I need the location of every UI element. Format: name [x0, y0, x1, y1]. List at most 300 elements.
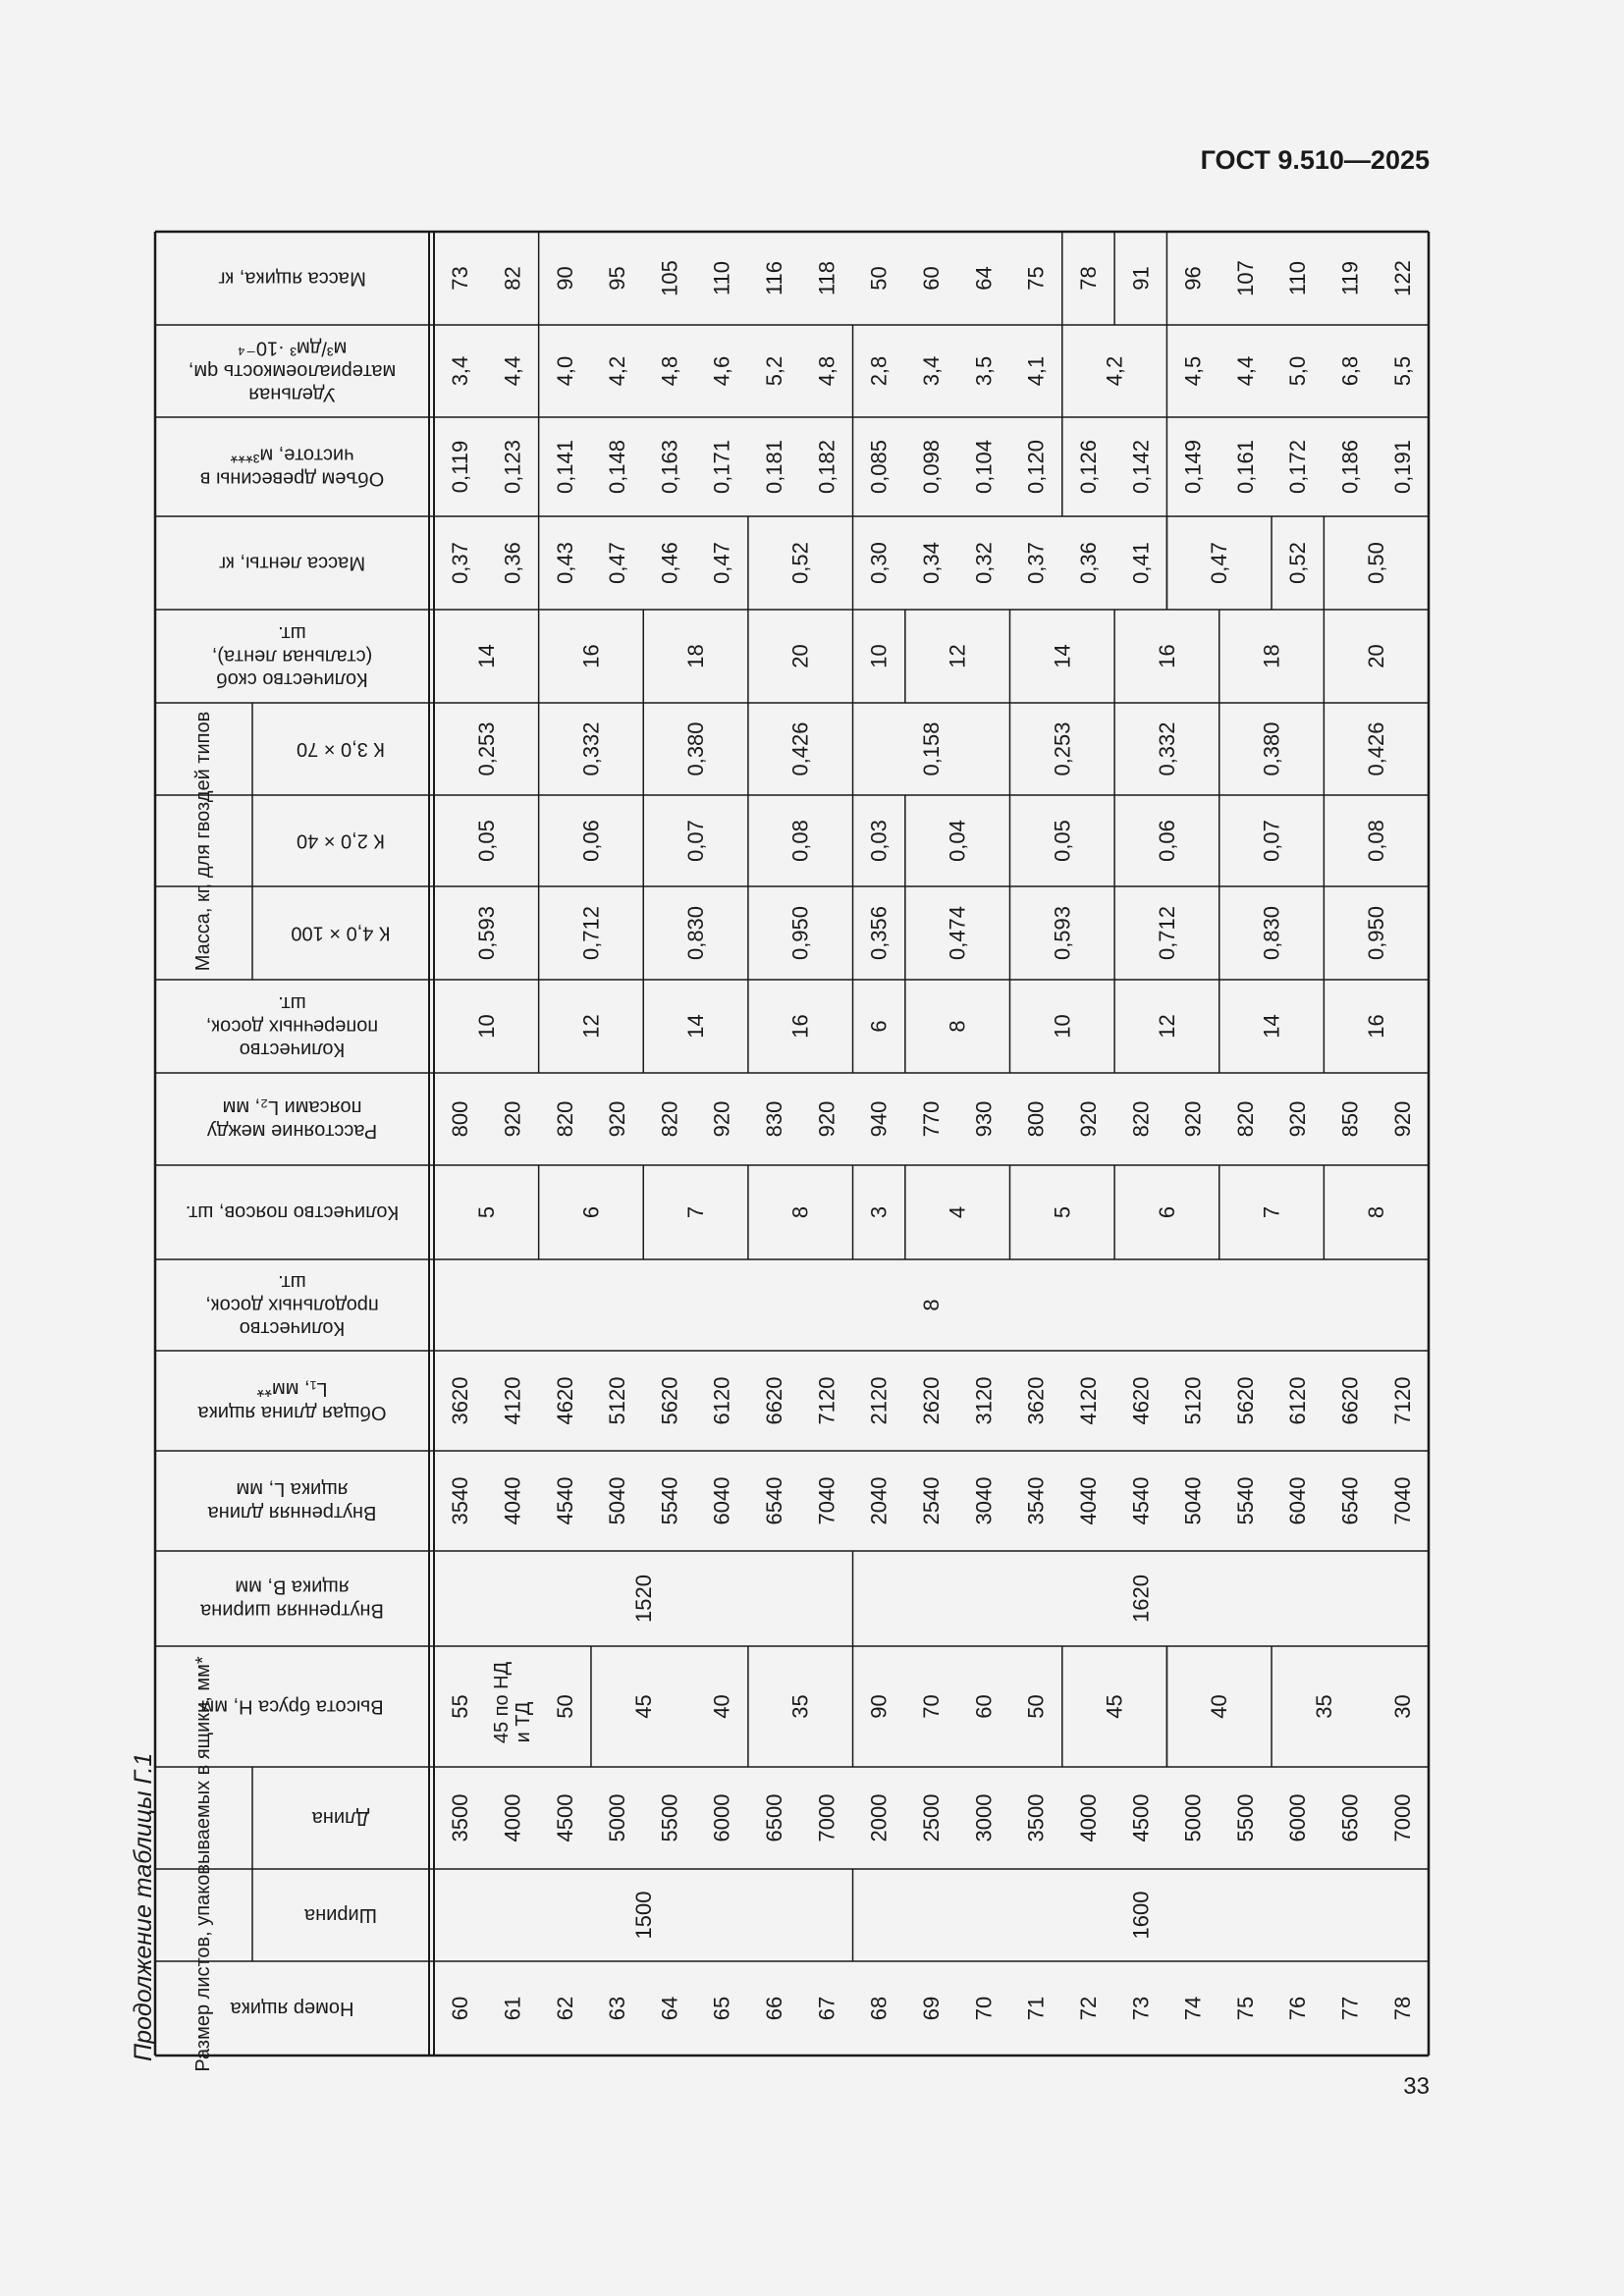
cell-inner-length: 4040: [500, 1476, 525, 1525]
cell-inner-length: 4540: [552, 1476, 577, 1525]
merged-cell-tape-mass: 0,50: [1364, 542, 1389, 584]
cell-inner-length: 4040: [1075, 1476, 1101, 1525]
cell-belt-distance: 800: [448, 1100, 473, 1138]
cell-inner-length: 5540: [657, 1476, 682, 1525]
cell-wood-volume: 0,085: [866, 439, 892, 495]
merged-cell-long-boards: 8: [919, 1299, 944, 1311]
cell-belt-distance: 830: [762, 1100, 787, 1138]
header-box-no: [230, 1998, 354, 2019]
cell-tape-mass: 0,36: [1075, 542, 1101, 584]
merged-cell-staples: 10: [866, 644, 892, 668]
header-belt-distance-line: поясами L₂, мм: [222, 1096, 362, 1119]
header-sheet-width-line: Ширина: [304, 1904, 377, 1926]
header-sheet-width: [303, 1904, 377, 1926]
merged-cell-cross-boards: 8: [945, 1020, 970, 1033]
header-tape-mass: [219, 553, 365, 574]
merged-cell-belts: 4: [945, 1205, 970, 1219]
cell-beam-height: 50: [552, 1694, 577, 1719]
merged-cell-nail-k4: 0,593: [1050, 905, 1075, 961]
cell-box-mass: 64: [971, 266, 997, 291]
merged-cell-sheet-width: 1500: [630, 1891, 656, 1940]
header-beam-height: [200, 1696, 383, 1718]
cell-belt-distance: 820: [552, 1100, 577, 1138]
cell-tape-mass: 0,47: [605, 542, 630, 584]
merged-cell-nail-k4: 0,830: [683, 905, 709, 961]
cell-specific: 5,5: [1389, 355, 1415, 387]
cell-box-no: 60: [448, 1996, 473, 2021]
cell-belt-distance: 920: [1285, 1100, 1311, 1138]
cell-specific: 5,0: [1285, 355, 1311, 387]
cell-box-mass: 95: [605, 266, 630, 291]
cell-specific: 3,4: [919, 355, 944, 387]
cell-specific: 4,1: [1023, 355, 1049, 387]
cell-inner-length: 2540: [919, 1476, 944, 1525]
cell-box-mass: 90: [552, 266, 577, 291]
merged-cell-staples: 14: [473, 644, 499, 668]
header-belts-line: Количество поясов, шт.: [185, 1201, 400, 1223]
cell-belt-distance: 820: [657, 1100, 682, 1138]
cell-total-length: 3620: [1023, 1376, 1049, 1425]
cell-wood-volume: 0,171: [709, 439, 734, 495]
cell-specific: 4,5: [1180, 355, 1206, 387]
cell-specific: 4,6: [709, 355, 734, 387]
cell-box-no: 71: [1023, 1996, 1049, 2021]
cell-wood-volume: 0,186: [1337, 439, 1363, 495]
cell-wood-volume: 0,181: [762, 439, 787, 495]
header-box-no-line: Номер ящика: [230, 1998, 354, 2019]
cell-belt-distance: 920: [605, 1100, 630, 1138]
cell-belt-distance: 820: [1232, 1100, 1258, 1138]
merged-cell-nail-k2: 0,08: [787, 820, 813, 862]
header-staples-line: шт.: [278, 621, 306, 644]
cell-box-no: 73: [1128, 1996, 1154, 2021]
cell-total-length: 5120: [1180, 1376, 1206, 1425]
merged-cell-nail-k4: 0,712: [1154, 905, 1179, 961]
cell-belt-distance: 920: [1180, 1100, 1206, 1138]
merged-cell-nail-k4: 0,474: [945, 905, 970, 961]
cell-box-no: 72: [1075, 1996, 1101, 2021]
merged-cell-nail-k3: 0,158: [919, 721, 944, 776]
merged-cell-belts: 6: [1154, 1205, 1179, 1219]
cell-total-length: 4120: [1075, 1376, 1101, 1425]
cell-wood-volume: 0,098: [919, 439, 944, 495]
cell-box-mass: 110: [1285, 260, 1311, 296]
cell-box-mass: 50: [866, 266, 892, 291]
header-wood-volume: [200, 445, 385, 490]
merged-cell-belts: 3: [866, 1205, 892, 1219]
cell-specific: 6,8: [1337, 355, 1363, 387]
merged-cell-beam-height: 35: [1311, 1694, 1336, 1719]
merged-cell-staples: 18: [1259, 644, 1284, 668]
cell-box-mass: 82: [500, 266, 525, 291]
header-inner-length: [207, 1478, 377, 1523]
header-nail-k3: [297, 738, 385, 760]
cell-box-mass: 75: [1023, 266, 1049, 291]
cell-inner-length: 3540: [448, 1476, 473, 1525]
cell-tape-mass: 0,46: [657, 542, 682, 584]
merged-cell-nail-k2: 0,06: [578, 820, 604, 862]
header-nail-k2-line: К 2,0 × 40: [296, 829, 386, 852]
merged-cell-beam-height: 45: [1102, 1694, 1127, 1719]
cell-belt-distance: 820: [1128, 1100, 1154, 1138]
cell-total-length: 3620: [448, 1376, 473, 1425]
header-specific-line: материалоемкость qм,: [188, 360, 397, 382]
cell-wood-volume: 0,126: [1075, 439, 1101, 495]
merged-cell-beam-height: 45: [630, 1694, 656, 1719]
cell-specific: 4,4: [500, 355, 525, 387]
cell-wood-volume: 0,104: [971, 439, 997, 495]
cell-total-length: 7120: [1389, 1376, 1415, 1425]
cell-sheet-length: 5500: [1232, 1793, 1258, 1842]
cell-specific: 2,8: [866, 355, 892, 387]
merged-cell-cross-boards: 16: [787, 1014, 813, 1039]
cell-box-no: 61: [500, 1996, 525, 2021]
cell-belt-distance: 920: [1389, 1100, 1415, 1138]
cell-sheet-length: 6500: [762, 1793, 787, 1842]
cell-inner-length: 7040: [814, 1476, 839, 1525]
cell-total-length: 2620: [919, 1376, 944, 1425]
cell-total-length: 6620: [1337, 1376, 1363, 1425]
header-inner-width: [199, 1576, 384, 1622]
cell-box-mass: 110: [709, 260, 734, 296]
cell-beam-height: 50: [1023, 1694, 1049, 1719]
cell-specific: 4,8: [814, 355, 839, 387]
header-nail-k2: [297, 830, 385, 852]
cell-box-no: 75: [1232, 1996, 1258, 2021]
cell-wood-volume: 0,172: [1285, 439, 1311, 495]
cell-inner-length: 6540: [762, 1476, 787, 1525]
cell-belt-distance: 850: [1337, 1100, 1363, 1138]
merged-cell-cross-boards: 6: [866, 1020, 892, 1033]
merged-cell-nail-k3: 0,253: [473, 721, 499, 776]
cell-inner-length: 3040: [971, 1476, 997, 1525]
cell-box-no: 77: [1337, 1996, 1363, 2021]
merged-cell-beam-height: 35: [787, 1694, 813, 1719]
merged-cell-nail-k3: 0,426: [787, 721, 813, 776]
merged-cell-belts: 8: [1364, 1205, 1389, 1219]
cell-belt-distance: 920: [814, 1100, 839, 1138]
merged-cell-beam-height: 40: [1207, 1694, 1232, 1719]
cell-inner-length: 6040: [1285, 1476, 1311, 1525]
cell-total-length: 5620: [657, 1376, 682, 1425]
merged-cell-cross-boards: 16: [1364, 1014, 1389, 1039]
merged-cell-nail-k3: 0,380: [683, 721, 709, 776]
cell-belt-distance: 800: [1023, 1100, 1049, 1138]
cell-box-no: 76: [1285, 1996, 1311, 2021]
cell-box-no: 64: [657, 1996, 682, 2021]
cell-tape-mass: 0,32: [971, 542, 997, 584]
merged-cell-tape-mass: 0,52: [787, 542, 813, 584]
cell-box-no: 65: [709, 1996, 734, 2021]
merged-cell-staples: 14: [1050, 644, 1075, 668]
cell-wood-volume: 0,123: [500, 439, 525, 495]
merged-cell-inner-width: 1520: [630, 1575, 656, 1623]
cell-wood-volume: 0,191: [1389, 439, 1415, 495]
cell-wood-volume: 0,142: [1128, 439, 1154, 495]
header-staples-line: (стальная лента),: [211, 645, 373, 667]
header-tape-mass-line: Масса ленты, кг: [218, 552, 366, 574]
cell-sheet-length: 4500: [552, 1793, 577, 1842]
merged-cell-nail-k3: 0,332: [1154, 721, 1179, 776]
merged-cell-staples: 20: [1364, 644, 1389, 668]
merged-cell-nail-k2: 0,04: [945, 820, 970, 862]
cell-inner-length: 5540: [1232, 1476, 1258, 1525]
cell-box-mass: 60: [919, 266, 944, 291]
cell-box-mass: 78: [1075, 266, 1101, 291]
cell-beam-height: 55: [448, 1694, 473, 1719]
cell-belt-distance: 940: [866, 1100, 892, 1138]
cell-wood-volume: 0,148: [605, 439, 630, 495]
header-long-boards-line: шт.: [278, 1270, 306, 1293]
merged-cell-nail-k3: 0,426: [1364, 721, 1389, 776]
header-wood-volume-line: чистоте, м³***: [230, 444, 354, 466]
cell-total-length: 6120: [709, 1376, 734, 1425]
header-belt-distance-line: Расстояние между: [206, 1119, 378, 1142]
header-staples-line: Количество скоб: [216, 668, 368, 691]
merged-cell-cross-boards: 10: [473, 1014, 499, 1039]
cell-tape-mass: 0,47: [709, 542, 734, 584]
cell-inner-length: 6540: [1337, 1476, 1363, 1525]
cell-total-length: 6120: [1285, 1376, 1311, 1425]
cell-box-no: 68: [866, 1996, 892, 2021]
merged-cell-nail-k3: 0,332: [578, 721, 604, 776]
merged-cell-nail-k2: 0,07: [683, 820, 709, 862]
cell-sheet-length: 2500: [919, 1793, 944, 1842]
cell-sheet-length: 4000: [500, 1793, 525, 1842]
cell-beam-height: и ТД: [512, 1701, 534, 1743]
merged-cell-nail-k2: 0,05: [1050, 820, 1075, 862]
table-caption: Продолжение таблицы Г.1: [130, 1752, 157, 2061]
cell-total-length: 3120: [971, 1376, 997, 1425]
header-long-boards: [205, 1271, 379, 1339]
cell-sheet-length: 6500: [1337, 1793, 1363, 1842]
cell-wood-volume: 0,149: [1180, 439, 1206, 495]
cell-tape-mass: 0,37: [1023, 542, 1049, 584]
merged-cell-nail-k2: 0,07: [1259, 820, 1284, 862]
cell-box-no: 69: [919, 1996, 944, 2021]
merged-cell-nail-k4: 0,830: [1259, 905, 1284, 961]
merged-cell-belts: 7: [1259, 1205, 1284, 1219]
merged-cell-nail-k4: 0,593: [473, 905, 499, 961]
header-specific-line: Удельная: [248, 383, 336, 405]
merged-cell-belts: 6: [578, 1205, 604, 1219]
cell-box-mass: 119: [1337, 260, 1363, 296]
header-specific-line: м³/дм³ ·10⁻⁴: [237, 337, 348, 359]
merged-cell-nail-k4: 0,712: [578, 905, 604, 961]
cell-sheet-length: 3000: [971, 1793, 997, 1842]
cell-wood-volume: 0,161: [1232, 439, 1258, 495]
header-cross-boards-line: поперечных досок,: [205, 1015, 379, 1038]
cell-box-no: 70: [971, 1996, 997, 2021]
cell-box-no: 74: [1180, 1996, 1206, 2021]
cell-box-no: 66: [762, 1996, 787, 2021]
cell-tape-mass: 0,41: [1128, 542, 1154, 584]
cell-tape-mass: 0,36: [500, 542, 525, 584]
merged-cell-inner-width: 1620: [1128, 1575, 1154, 1623]
header-sheet-size-group: Размер листов, упаковываемых в ящики, мм*: [192, 1656, 214, 2072]
header-inner-length-line: ящика L, мм: [236, 1478, 349, 1501]
cell-belt-distance: 920: [1075, 1100, 1101, 1138]
merged-cell-cross-boards: 12: [1154, 1014, 1179, 1039]
cell-tape-mass: 0,30: [866, 542, 892, 584]
header-sheet-length-line: Длина: [311, 1807, 370, 1829]
header-staples: [212, 622, 372, 690]
header-box-mass-line: Масса ящика, кг: [218, 267, 366, 290]
cell-total-length: 4120: [500, 1376, 525, 1425]
merged-cell-specific: 4,2: [1102, 355, 1127, 387]
header-inner-length-line: Внутренняя длина: [207, 1501, 377, 1523]
cell-sheet-length: 5000: [1180, 1793, 1206, 1842]
cell-tape-mass: 0,37: [448, 542, 473, 584]
cell-box-no: 67: [814, 1996, 839, 2021]
cell-wood-volume: 0,119: [448, 440, 473, 494]
cell-sheet-length: 7000: [1389, 1793, 1415, 1842]
cell-wood-volume: 0,163: [657, 439, 682, 495]
header-long-boards-line: продольных досок,: [205, 1294, 379, 1316]
merged-cell-belts: 5: [1050, 1205, 1075, 1219]
header-nail-k4-line: К 4,0 × 100: [291, 922, 391, 944]
header-cross-boards: [206, 992, 378, 1060]
cell-total-length: 4620: [1128, 1376, 1154, 1425]
merged-cell-nail-k3: 0,253: [1050, 721, 1075, 776]
cell-beam-height: 40: [709, 1694, 734, 1719]
cell-wood-volume: 0,141: [552, 439, 577, 495]
cell-box-mass: 73: [448, 266, 473, 291]
cell-inner-length: 7040: [1389, 1476, 1415, 1525]
cell-sheet-length: 7000: [814, 1793, 839, 1842]
merged-cell-nail-k2: 0,06: [1154, 820, 1179, 862]
cell-belt-distance: 920: [709, 1100, 734, 1138]
cell-specific: 5,2: [762, 355, 787, 387]
merged-cell-staples: 18: [683, 644, 709, 668]
merged-cell-staples: 20: [787, 644, 813, 668]
header-total-length-line: Общая длина ящика: [197, 1401, 387, 1423]
merged-cell-nail-k4: 0,356: [866, 905, 892, 961]
cell-box-mass: 105: [657, 260, 682, 296]
cell-sheet-length: 3500: [1023, 1793, 1049, 1842]
merged-cell-nail-k2: 0,08: [1364, 820, 1389, 862]
cell-box-mass: 91: [1128, 266, 1154, 291]
cell-belt-distance: 920: [500, 1100, 525, 1138]
header-box-mass: [218, 268, 366, 290]
cell-beam-height: 45 по НД: [490, 1661, 513, 1744]
cell-inner-length: 6040: [709, 1476, 734, 1525]
cell-box-mass: 116: [762, 260, 787, 296]
merged-cell-cross-boards: 10: [1050, 1014, 1075, 1039]
header-total-length: [197, 1378, 387, 1423]
header-long-boards-line: Количество: [239, 1317, 346, 1340]
cell-inner-length: 5040: [605, 1476, 630, 1525]
cell-box-mass: 122: [1389, 260, 1415, 296]
cell-inner-length: 5040: [1180, 1476, 1206, 1525]
cell-inner-length: 2040: [866, 1476, 892, 1525]
header-nail-k3-line: К 3,0 × 70: [296, 738, 386, 760]
cell-box-no: 78: [1389, 1996, 1415, 2021]
cell-sheet-length: 3500: [448, 1793, 473, 1842]
header-wood-volume-line: Объем древесины в: [199, 467, 385, 490]
cell-total-length: 5620: [1232, 1376, 1258, 1425]
merged-cell-nail-k4: 0,950: [787, 905, 813, 961]
cell-tape-mass: 0,43: [552, 542, 577, 584]
merged-cell-cross-boards: 12: [578, 1014, 604, 1039]
cell-sheet-length: 4500: [1128, 1793, 1154, 1842]
cell-sheet-length: 5000: [605, 1793, 630, 1842]
cell-wood-volume: 0,120: [1023, 439, 1049, 495]
merged-cell-nail-k2: 0,05: [473, 820, 499, 862]
cell-inner-length: 3540: [1023, 1476, 1049, 1525]
cell-inner-length: 4540: [1128, 1476, 1154, 1525]
cell-sheet-length: 4000: [1075, 1793, 1101, 1842]
cell-box-mass: 96: [1180, 266, 1206, 291]
merged-cell-nail-k3: 0,380: [1259, 721, 1284, 776]
header-inner-width-line: ящика B, мм: [235, 1575, 350, 1598]
page-number: 33: [1403, 2073, 1430, 2100]
cell-beam-height: 60: [971, 1694, 997, 1719]
cell-belt-distance: 930: [971, 1100, 997, 1138]
header-beam-height-line: Высота бруса H, мм: [200, 1695, 384, 1718]
merged-cell-belts: 7: [683, 1205, 709, 1219]
header-belt-distance: [207, 1096, 377, 1142]
merged-cell-belts: 5: [473, 1205, 499, 1219]
merged-cell-sheet-width: 1600: [1128, 1891, 1154, 1940]
cell-specific: 4,0: [552, 355, 577, 387]
cell-box-mass: 118: [814, 260, 839, 296]
cell-wood-volume: 0,182: [814, 439, 839, 495]
cell-specific: 4,8: [657, 355, 682, 387]
cell-specific: 3,5: [971, 355, 997, 387]
document-id: ГОСТ 9.510—2025: [1200, 145, 1430, 175]
cell-specific: 3,4: [448, 355, 473, 387]
merged-cell-nail-k4: 0,950: [1364, 905, 1389, 961]
cell-beam-height: 70: [919, 1694, 944, 1719]
cell-beam-height: 90: [866, 1694, 892, 1719]
cell-box-mass: 107: [1232, 260, 1258, 296]
cell-beam-height: 30: [1389, 1694, 1415, 1719]
header-nail-group: Масса, кг, для гвоздей типов: [192, 711, 214, 972]
cell-total-length: 6620: [762, 1376, 787, 1425]
cell-sheet-length: 2000: [866, 1793, 892, 1842]
header-sheet-length: [311, 1807, 369, 1829]
header-total-length-line: L₁, мм**: [256, 1378, 328, 1401]
header-cross-boards-line: Количество: [239, 1039, 346, 1061]
merged-cell-cross-boards: 14: [1259, 1014, 1284, 1039]
merged-cell-cross-boards: 14: [683, 1014, 709, 1039]
merged-cell-staples: 16: [1154, 644, 1179, 668]
cell-total-length: 4620: [552, 1376, 577, 1425]
cell-box-no: 63: [605, 1996, 630, 2021]
merged-cell-tape-mass: 0,47: [1207, 542, 1232, 584]
cell-total-length: 2120: [866, 1376, 892, 1425]
cell-sheet-length: 6000: [1285, 1793, 1311, 1842]
merged-cell-belts: 8: [787, 1205, 813, 1219]
cell-belt-distance: 770: [919, 1100, 944, 1138]
cell-tape-mass: 0,34: [919, 542, 944, 584]
cell-specific: 4,2: [605, 355, 630, 387]
cell-sheet-length: 6000: [709, 1793, 734, 1842]
header-cross-boards-line: шт.: [278, 991, 306, 1014]
header-nail-k4: [291, 923, 390, 944]
header-inner-width-line: Внутренняя ширина: [200, 1599, 384, 1622]
merged-cell-staples: 12: [945, 644, 970, 668]
cell-tape-mass: 0,52: [1285, 542, 1311, 584]
cell-total-length: 7120: [814, 1376, 839, 1425]
cell-specific: 4,4: [1232, 355, 1258, 387]
header-belts: [186, 1201, 399, 1223]
header-specific: [189, 337, 396, 404]
merged-cell-nail-k2: 0,03: [866, 820, 892, 862]
cell-sheet-length: 5500: [657, 1793, 682, 1842]
cell-box-no: 62: [552, 1996, 577, 2021]
